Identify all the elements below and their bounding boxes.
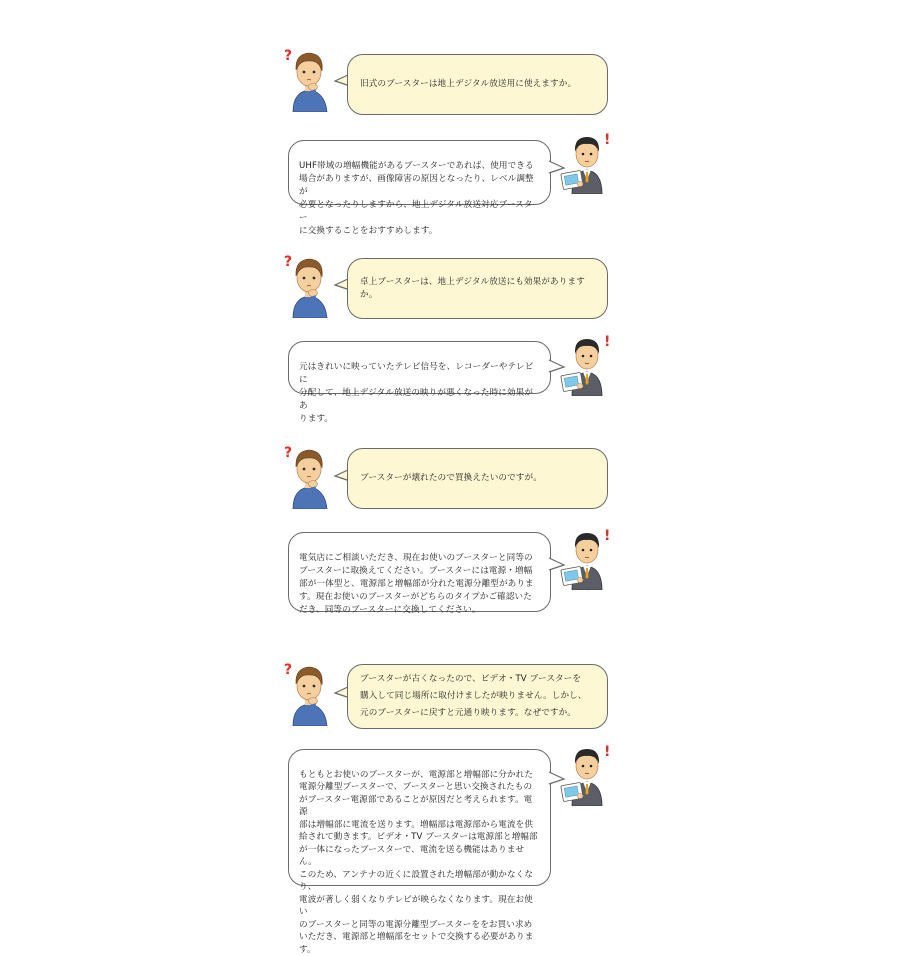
answer-text-2: 元はきれいに映っていたテレビ信号を、レコーダーやテレビに 分配して、地上デジタル放送の映りが悪くなった時に効果があ ります。 [299,362,534,424]
answer-bubble-3 [288,532,551,615]
staff-with-document-icon [560,128,612,194]
question-text-3: ブースターが壊れたので買換えたいのですが。 [360,473,542,483]
answer-bubble-2 [288,341,551,424]
question-text-2: 卓上ブースターは、地上デジタル放送にも効果がありますか。 [360,276,585,300]
answer-text-4: もともとお使いのブースターが、電源部と増幅部に分かれた 電源分離型ブースターで、ブースターと思い交換されたもの がブースター電源部であることが原因だと考えられます。電源 部は増幅部に電流を送ります。増幅部は電源部から電流を供 給されて動きます。ビデオ・TV ブースターは電源部と増幅部 が一体になったブースターで、電流を送る機能はありません。 このため、アンテナの近くに設置された増幅部が動かなくなり、 電波が著しく弱くなりテレビが映らなくなります。現在お使い のブースターと同等の電源分離型ブースターををお買い求め いただき、電源部と増幅部をセットで交換する必要があります。 [299,769,538,955]
question-bubble-1 [347,54,608,115]
answer-bubble-1 [288,140,551,236]
thinking-customer-icon [283,443,335,509]
staff-with-document-icon [560,330,612,396]
thinking-customer-icon [283,660,335,726]
question-bubble-2 [347,258,608,319]
staff-with-document-icon [560,740,612,806]
answer-text-3: 電気店にご相談いただき、現在お使いのブースターと同等の ブースターに取換えてください。ブースターには電源・増幅 部が一体型と、電源部と増幅部が分れた電源分離型がありま す。現在お使いのブースターがどちらのタイプかご確認いた だき、同等のブースターに交換してください。 [299,553,534,615]
question-bubble-4 [347,664,608,729]
thinking-customer-icon [283,252,335,318]
staff-with-document-icon [560,524,612,590]
question-bubble-3 [347,448,608,509]
thinking-customer-icon [283,46,335,112]
answer-text-1: UHF帯域の増幅機能があるブースターであれば、使用できる 場合がありますが、画像障害の原因となったり、レベル調整が 必要となったりしますから、地上デジタル放送対応ブースター に交換することをおすすめします。 [299,161,534,236]
question-text-1: 旧式のブースターは地上デジタル放送用に使えますか。 [360,79,577,89]
answer-bubble-4 [288,749,551,955]
question-text-4: ブースターが古くなったので、ビデオ・TV ブースターを 購入して同じ場所に取付けましたが映りません。しかし、 元のブースターに戻すと元通り映ります。なぜですか。 [360,674,587,718]
